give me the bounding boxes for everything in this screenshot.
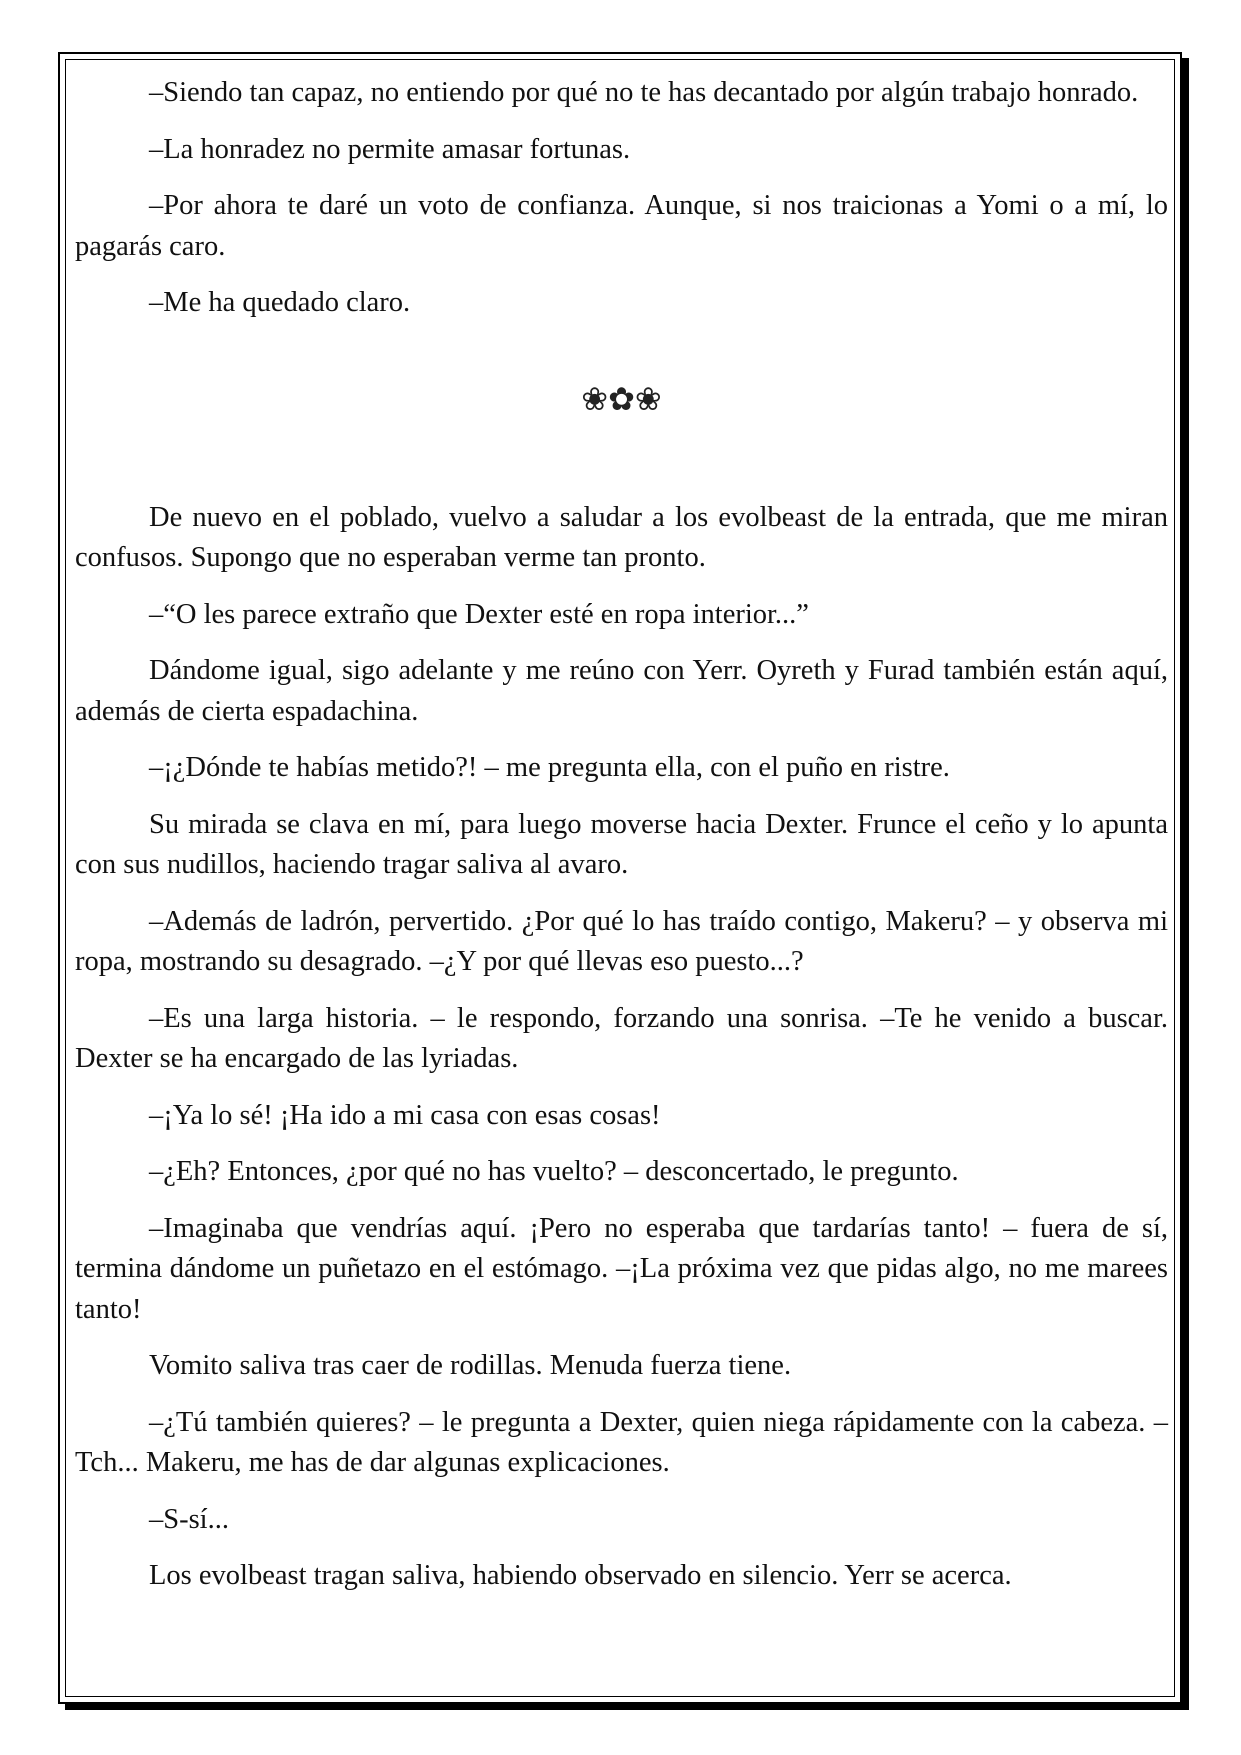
paragraph: –Me ha quedado claro. [149, 287, 411, 318]
paragraph: Vomito saliva tras caer de rodillas. Menuda fuerza tiene. [149, 1350, 792, 1381]
paragraph: –¡¿Dónde te habías metido?! – me pregunta ella, con el puño en ristre. [149, 752, 950, 783]
paragraph: De nuevo en el poblado, vuelvo a saludar a los evolbeast de la entrada, que me miran confusos. Supongo que no esperaban verme tan pronto. [75, 501, 1168, 573]
paragraph: –S-sí... [149, 1503, 229, 1535]
paragraph: –¡Ya lo sé! ¡Ha ido a mi casa con esas cosas! [149, 1099, 661, 1131]
paragraph: –Es una larga historia. – le respondo, forzando una sonrisa. –Te he venido a buscar. Dexter se ha encargado de las lyriadas. [75, 1002, 1168, 1074]
paragraph: Dándome igual, sigo adelante y me reúno con Yerr. Oyreth y Furad también están aquí, además de cierta espadachina. [75, 655, 1168, 727]
paragraph: Los evolbeast tragan saliva, habiendo observado en silencio. Yerr se acerca. [149, 1560, 1012, 1591]
paragraph: –Imaginaba que vendrías aquí. ¡Pero no esperaba que tardarías tanto! – fuera de sí, termina dándome un puñetazo en el estómago. –¡La próxima vez que pidas algo, no me marees tanto! [75, 1212, 1168, 1325]
section-separator-ornament: ❀✿❀ [581, 380, 662, 417]
paragraph: –“O les parece extraño que Dexter esté en ropa interior...” [149, 598, 809, 630]
paragraph: –La honradez no permite amasar fortunas. [149, 133, 631, 165]
page-body [75, 73, 1168, 1597]
paragraph: –Además de ladrón, pervertido. ¿Por qué lo has traído contigo, Makeru? – y observa mi ropa, mostrando su desagrado. –¿Y por qué llevas eso puesto...? [75, 905, 1168, 977]
paragraph: –¿Tú también quieres? – le pregunta a Dexter, quien niega rápidamente con la cabeza. –Tch... Makeru, me has de dar algunas explicaciones. [75, 1406, 1168, 1478]
paragraph: –Por ahora te daré un voto de confianza. Aunque, si nos traicionas a Yomi o a mí, lo pagarás caro. [75, 190, 1168, 262]
paragraph: –Siendo tan capaz, no entiendo por qué no te has decantado por algún trabajo honrado. [149, 77, 1139, 108]
paragraph: Su mirada se clava en mí, para luego moverse hacia Dexter. Frunce el ceño y lo apunta con sus nudillos, haciendo tragar saliva al avaro. [75, 808, 1168, 880]
paragraph: –¿Eh? Entonces, ¿por qué no has vuelto? – desconcertado, le pregunto. [149, 1156, 959, 1187]
